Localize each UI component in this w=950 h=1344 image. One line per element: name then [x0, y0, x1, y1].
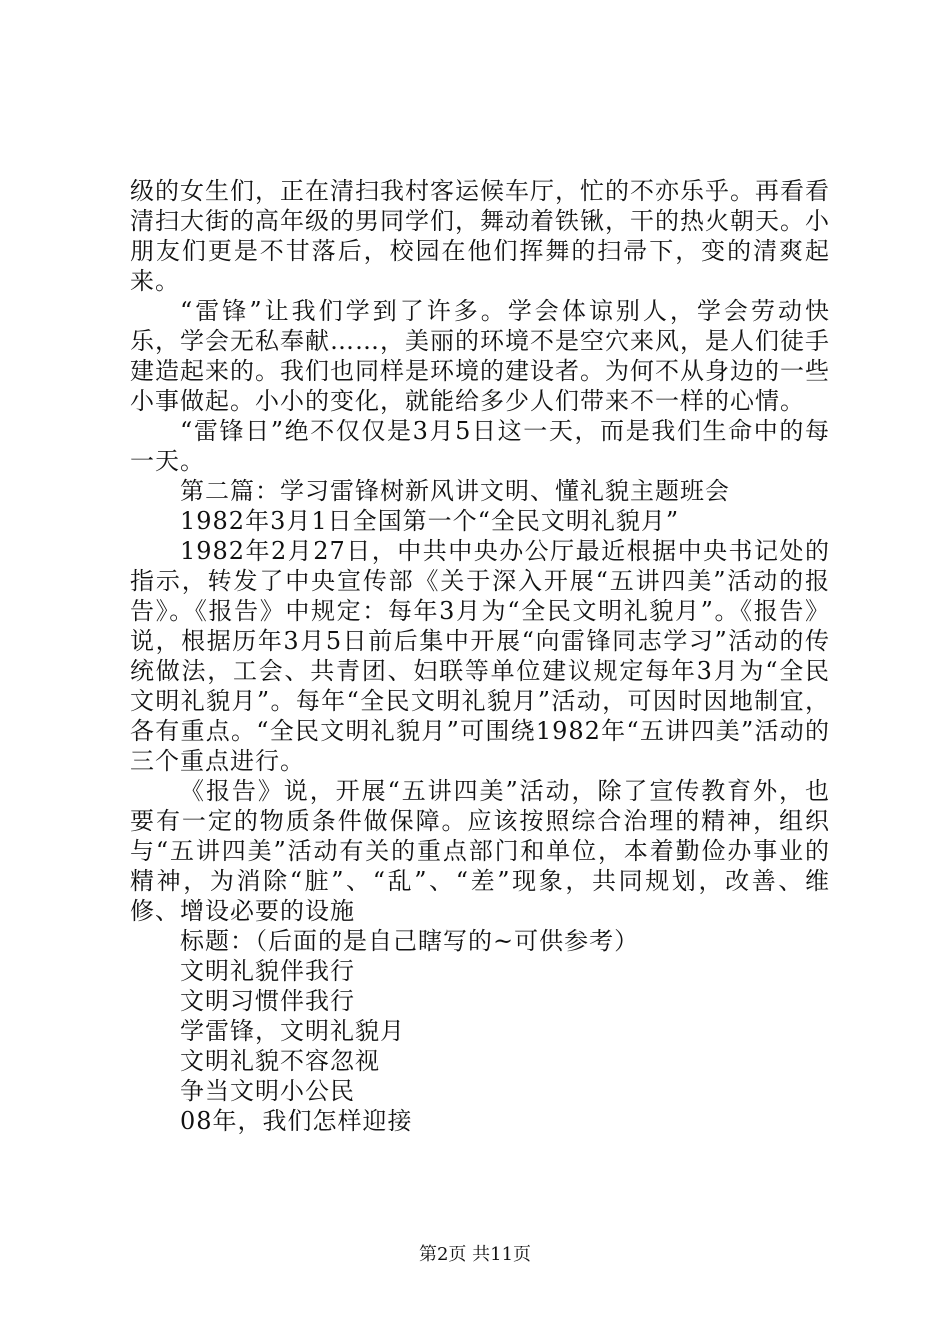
paragraph-2: “雷锋”让我们学到了许多。学会体谅别人，学会劳动快乐，学会无私奉献……，美丽的环境不是空穴来风，是人们徒手建造起来的。我们也同样是环境的建设者。为何不从身边的一些小事做起。小小的变化，就能给多少人们带来不一样的心情。	[130, 297, 830, 415]
title-item: 文明礼貌不容忽视	[180, 1047, 380, 1075]
titles-heading: 标题：（后面的是自己瞎写的~可供参考）	[180, 927, 640, 955]
section-heading: 第二篇：学习雷锋树新风讲文明、懂礼貌主题班会	[180, 477, 730, 505]
title-item: 08年，我们怎样迎接	[180, 1107, 413, 1135]
title-item: 文明习惯伴我行	[180, 987, 355, 1015]
titles-list	[130, 956, 830, 1136]
document-body	[130, 176, 830, 1136]
section-subtitle: 1982年3月1日全国第一个“全民文明礼貌月”	[180, 507, 680, 535]
page-footer: 第2页 共11页	[418, 1244, 532, 1265]
paragraph-4: 1982年2月27日，中共中央办公厅最近根据中央书记处的指示，转发了中央宣传部《关于深入开展“五讲四美”活动的报告》。《报告》中规定：每年3月为“全民文明礼貌月”。《报告》说，根据历年3月5日前后集中开展“向雷锋同志学习”活动的传统做法，工会、共青团、妇联等单位建议规定每年3月为“全民文明礼貌月”。每年“全民文明礼貌月”活动，可因时因地制宜，各有重点。“全民文明礼貌月”可围绕1982年“五讲四美”活动的三个重点进行。	[130, 537, 830, 775]
paragraph-3: “雷锋日”绝不仅仅是3月5日这一天，而是我们生命中的每一天。	[130, 417, 830, 475]
title-item: 争当文明小公民	[180, 1077, 355, 1105]
title-item: 学雷锋，文明礼貌月	[180, 1017, 405, 1045]
paragraph-1: 级的女生们，正在清扫我村客运候车厅，忙的不亦乐乎。再看看清扫大街的高年级的男同学们，舞动着铁锹，干的热火朝天。小朋友们更是不甘落后，校园在他们挥舞的扫帚下，变的清爽起来。	[130, 177, 830, 295]
title-item: 文明礼貌伴我行	[180, 957, 355, 985]
paragraph-5: 《报告》说，开展“五讲四美”活动，除了宣传教育外，也要有一定的物质条件做保障。应该按照综合治理的精神，组织与“五讲四美”活动有关的重点部门和单位，本着勤俭办事业的精神，为消除“脏”、“乱”、“差”现象，共同规划，改善、维修、增设必要的设施	[130, 777, 830, 925]
